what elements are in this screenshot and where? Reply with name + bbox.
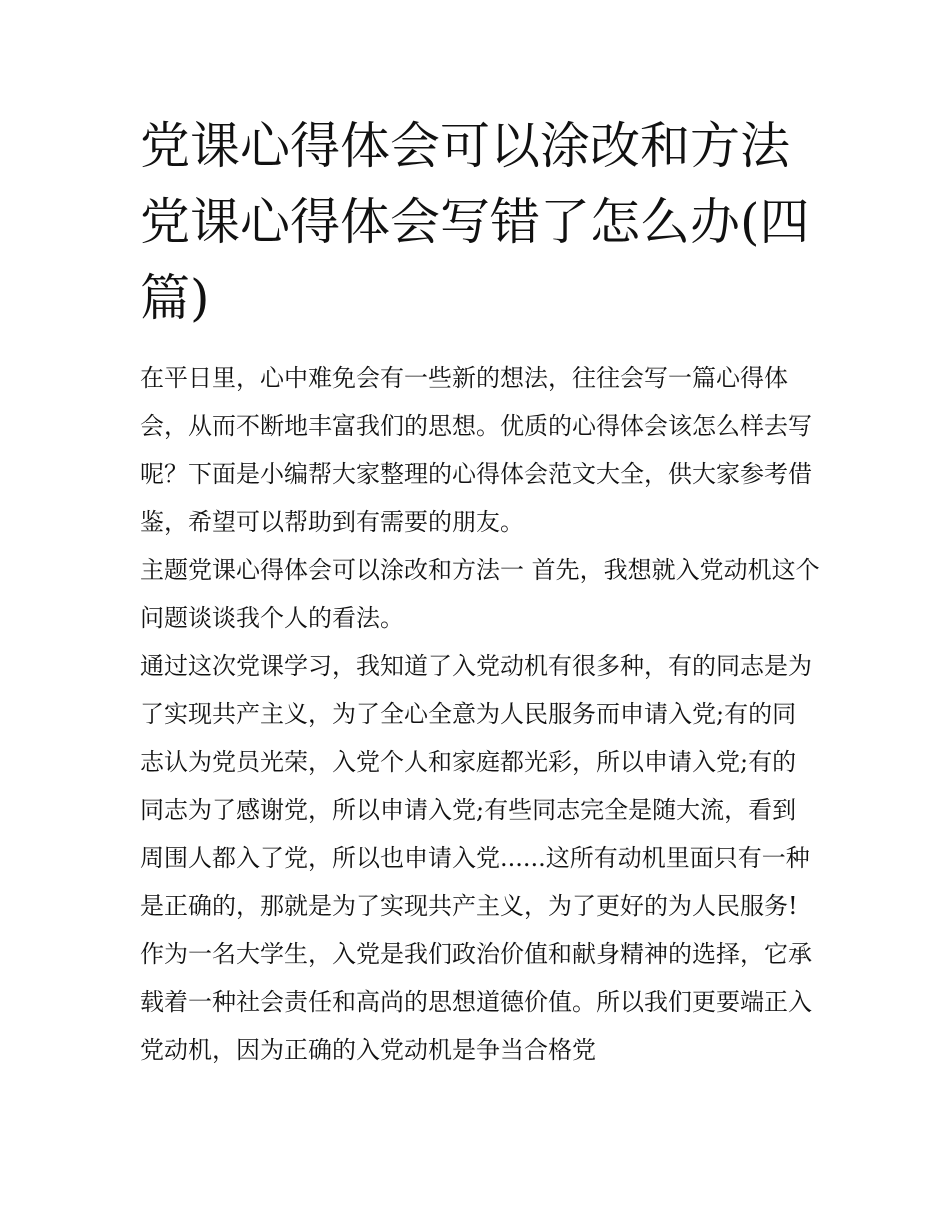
body-paragraph: 通过这次党课学习，我知道了入党动机有很多种，有的同志是为了实现共产主义，为了全心全意为人民服务而申请入党;有的同志认为党员光荣，入党个人和家庭都光彩，所以申请入党;有的同志为了感谢党，所以申请入党;有些同志完全是随大流，看到周围人都入了党，所以也申请入党......这所有动机里面只有一种是正确的，那就是为了实现共产主义，为了更好的为人民服务!作为一名大学生，入党是我们政治价值和献身精神的选择，它承载着一种社会责任和高尚的思想道德价值。所以我们更要端正入党动机，因为正确的入党动机是争当合格党 (140, 652, 812, 1064)
document-title: 党课心得体会可以涂改和方法党课心得体会写错了怎么办(四篇) (140, 117, 810, 327)
document-content (140, 108, 820, 1074)
section-heading-paragraph: 主题党课心得体会可以涂改和方法一 首先，我想就入党动机这个问题谈谈我个人的看法。 (140, 556, 820, 632)
intro-paragraph: 在平日里，心中难免会有一些新的想法，往往会写一篇心得体会，从而不断地丰富我们的思想。优质的心得体会该怎么样去写呢？下面是小编帮大家整理的心得体会范文大全，供大家参考借鉴，希望可以帮助到有需要的朋友。 (140, 364, 812, 536)
document-body (140, 354, 820, 1074)
